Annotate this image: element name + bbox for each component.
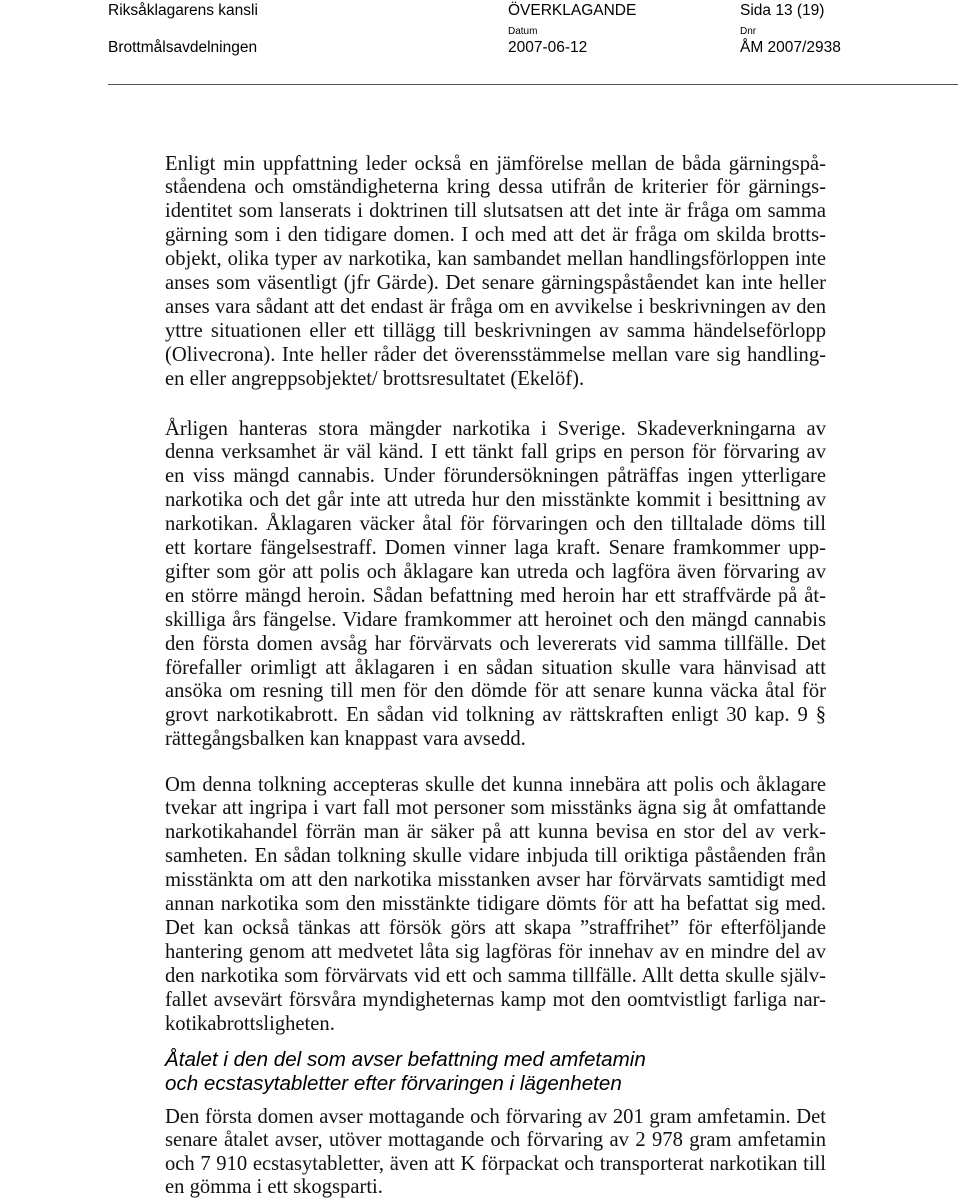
text-line: senare åtalet avser, utöver mottagande och förvaring av 2 978 gram amfetamin: [165, 1129, 826, 1152]
text-line: grovt narkotikabrott. En sådan vid tolkning av rättskraften enligt 30 kap. 9 §: [165, 704, 826, 727]
text-line: den narkotika som förvärvats vid ett och samma tillfälle. Allt detta skulle själv-: [165, 964, 826, 987]
text-line: Om denna tolkning accepteras skulle det kunna innebära att polis och åklagare: [165, 773, 826, 796]
dnr-label: Dnr: [740, 26, 757, 37]
paragraph: [165, 418, 826, 753]
text-line: kotikabrottsligheten.: [165, 1012, 335, 1035]
text-line: rättegångsbalken kan knappast vara avsedd.: [165, 728, 526, 751]
department-name: Brottmålsavdelningen: [108, 39, 258, 56]
text-line: Det kan också tänkas att försök görs att skapa ”straffrihet” för efterföljande: [165, 916, 826, 939]
text-line: ståendena och omständigheterna kring dessa utifrån de kriterier för gärnings-: [165, 176, 826, 199]
text-line: anses som väsentligt (jfr Gärde). Det senare gärningspåståendet kan inte heller: [165, 272, 826, 295]
text-line: narkotikan. Åklagaren väcker åtal för förvaringen och den tilltalade döms till: [165, 513, 826, 536]
date-label: Datum: [508, 26, 538, 37]
text-line: och 7 910 ecstasytabletter, även att K förpackat och transporterat narkotikan till: [165, 1152, 826, 1175]
document-type: ÖVERKLAGANDE: [508, 2, 637, 19]
heading-line: Åtalet i den del som avser befattning med amfetamin: [165, 1047, 646, 1071]
text-line: en gömma i ett skogsparti.: [165, 1176, 383, 1199]
text-line: yttre situationen eller ett tillägg till beskrivningen av samma händelseförlopp: [165, 319, 826, 342]
text-line: anses vara sådant att det endast är fråga om en avvikelse i beskrivningen av den: [165, 295, 826, 318]
text-line: narkotikahandel förrän man är säker på att kunna bevisa en stor del av verk-: [165, 821, 826, 844]
text-line: denna verksamhet är väl känd. I ett tänkt fall grips en person för förvaring av: [165, 441, 826, 464]
text-line: en större mängd heroin. Sådan befattning med heroin har ett straffvärde på åt-: [165, 584, 826, 607]
paragraph: [165, 1106, 826, 1200]
text-line: annan narkotika som den misstänkte tidigare dömts för att ha befattat sig med.: [165, 893, 826, 916]
text-line: en eller angreppsobjektet/ brottsresultatet (Ekelöf).: [165, 367, 585, 390]
text-line: Årligen hanteras stora mängder narkotika i Sverige. Skadeverkningarna av: [165, 417, 826, 440]
case-number: ÅM 2007/2938: [740, 39, 841, 56]
text-line: Den första domen avser mottagande och förvaring av 201 gram amfetamin. Det: [165, 1105, 826, 1128]
page-number: Sida 13 (19): [740, 2, 825, 19]
text-line: identitet som lanserats i doktrinen till slutsatsen att det inte är fråga om samma: [165, 200, 826, 223]
text-line: den första domen avsåg har förvärvats och levererats vid samma tillfälle. Det: [165, 632, 826, 655]
text-line: objekt, olika typer av narkotika, kan sambandet mellan handlingsförloppen inte: [165, 248, 826, 271]
text-line: skilliga års fängelse. Vidare framkommer att heroinet och den mängd cannabis: [165, 608, 826, 631]
section-heading: [165, 1048, 826, 1096]
text-line: samheten. En sådan tolkning skulle vidare inbjuda till oriktiga påståenden från: [165, 845, 826, 868]
text-line: ett kortare fängelsestraff. Domen vinner laga kraft. Senare framkommer upp-: [165, 537, 826, 560]
header-divider: [108, 84, 958, 85]
text-line: narkotika och det går inte att utreda hur den misstänkte kommit i besittning av: [165, 489, 826, 512]
document-date: 2007-06-12: [508, 39, 588, 56]
paragraph: [165, 774, 826, 1037]
text-line: gifter som gör att polis och åklagare kan utreda och lagföra även förvaring av: [165, 560, 826, 583]
text-line: förefaller orimligt att åklagaren i en sådan situation skulle vara hänvisad att: [165, 656, 826, 679]
org-name: Riksåklagarens kansli: [108, 2, 258, 19]
paragraph: [165, 153, 826, 392]
heading-line: och ecstasytabletter efter förvaringen i lägenheten: [165, 1071, 622, 1095]
text-line: hantering genom att medvetet låta sig lagföras för innehav av en mindre del av: [165, 940, 826, 963]
text-line: ansöka om resning till men för den dömde för att senare kunna väcka åtal för: [165, 680, 826, 703]
text-line: gärning som i den tidigare domen. I och med att det är fråga om skilda brotts-: [165, 224, 826, 247]
text-line: Enligt min uppfattning leder också en jämförelse mellan de båda gärningspå-: [165, 152, 826, 175]
text-line: fallet avsevärt försvåra myndigheternas kamp mot den oomtvistligt farliga nar-: [165, 988, 826, 1011]
text-line: misstänkta om att den narkotika misstanken avser har förvärvats samtidigt med: [165, 869, 826, 892]
text-line: (Olivecrona). Inte heller råder det överensstämmelse mellan vare sig handling-: [165, 343, 826, 366]
text-line: tvekar att ingripa i vart fall mot personer som misstänks ägna sig åt omfattande: [165, 797, 826, 820]
text-line: en viss mängd cannabis. Under förundersökningen påträffas ingen ytterligare: [165, 465, 826, 488]
